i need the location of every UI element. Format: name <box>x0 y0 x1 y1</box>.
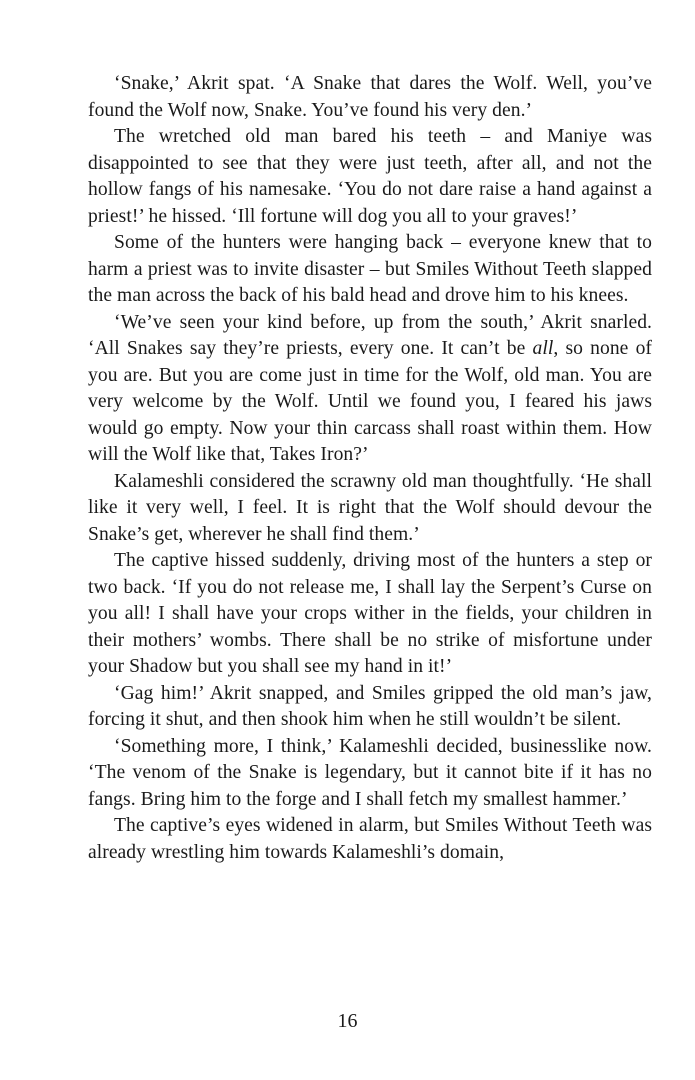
text-segment: ‘Something more, I think,’ Kalameshli decided, businesslike now. ‘The venom of the Snake is legendary, but it cannot bite if it has no fangs. Bring him to the forge and I shall fetch my smallest hammer.’ <box>88 735 652 810</box>
paragraph <box>88 124 652 230</box>
body-text <box>88 71 652 866</box>
text-segment: ‘We’ve seen your kind before, up from the south,’ Akrit snarled. ‘All Snakes say they’re priests, every one. It can’t be <box>88 311 652 359</box>
paragraph <box>88 230 652 310</box>
text-segment: Some of the hunters were hanging back – everyone knew that to harm a priest was to invite disaster – but Smiles Without Teeth slapped the man across the back of his bald head and drove him to his knees. <box>88 232 652 306</box>
paragraph <box>88 681 652 734</box>
text-segment: Kalameshli considered the scrawny old man thoughtfully. ‘He shall like it very well, I feel. It is right that the Wolf should devour the Snake’s get, wherever he shall find them.’ <box>88 470 652 545</box>
text-segment: The wretched old man bared his teeth – and Maniye was disappointed to see that they were just teeth, after all, and not the hollow fangs of his namesake. ‘You do not dare raise a hand against a priest!’ he hissed. ‘Ill fortune will dog you all to your graves!’ <box>88 126 652 227</box>
paragraph <box>88 71 652 124</box>
text-segment: The captive’s eyes widened in alarm, but Smiles Without Teeth was already wrestling him towards Kalameshli’s domain, <box>88 815 652 863</box>
paragraph <box>88 310 652 469</box>
text-segment: , so none of you are. But you are come just in time for the Wolf, old man. You are very welcome by the Wolf. Until we found you, I feared his jaws would go empty. Now your thin carcass shall roast within them. How will the Wolf like that, Takes Iron?’ <box>88 338 652 465</box>
page-number: 16 <box>337 1010 358 1032</box>
text-segment: ‘Gag him!’ Akrit snapped, and Smiles gripped the old man’s jaw, forcing it shut, and then shook him when he still wouldn’t be silent. <box>88 682 652 730</box>
text-segment: The captive hissed suddenly, driving most of the hunters a step or two back. ‘If you do not release me, I shall lay the Serpent’s Curse on you all! I shall have your crops wither in the fields, your children in their mothers’ wombs. There shall be no strike of misfortune under your Shadow but you shall see my hand in it!’ <box>88 550 652 677</box>
paragraph <box>88 548 652 681</box>
paragraph <box>88 469 652 549</box>
paragraph <box>88 813 652 866</box>
italic-text: all <box>532 338 554 359</box>
text-segment: ‘Snake,’ Akrit spat. ‘A Snake that dares the Wolf. Well, you’ve found the Wolf now, Snake. You’ve found his very den.’ <box>88 73 652 121</box>
paragraph <box>88 734 652 814</box>
